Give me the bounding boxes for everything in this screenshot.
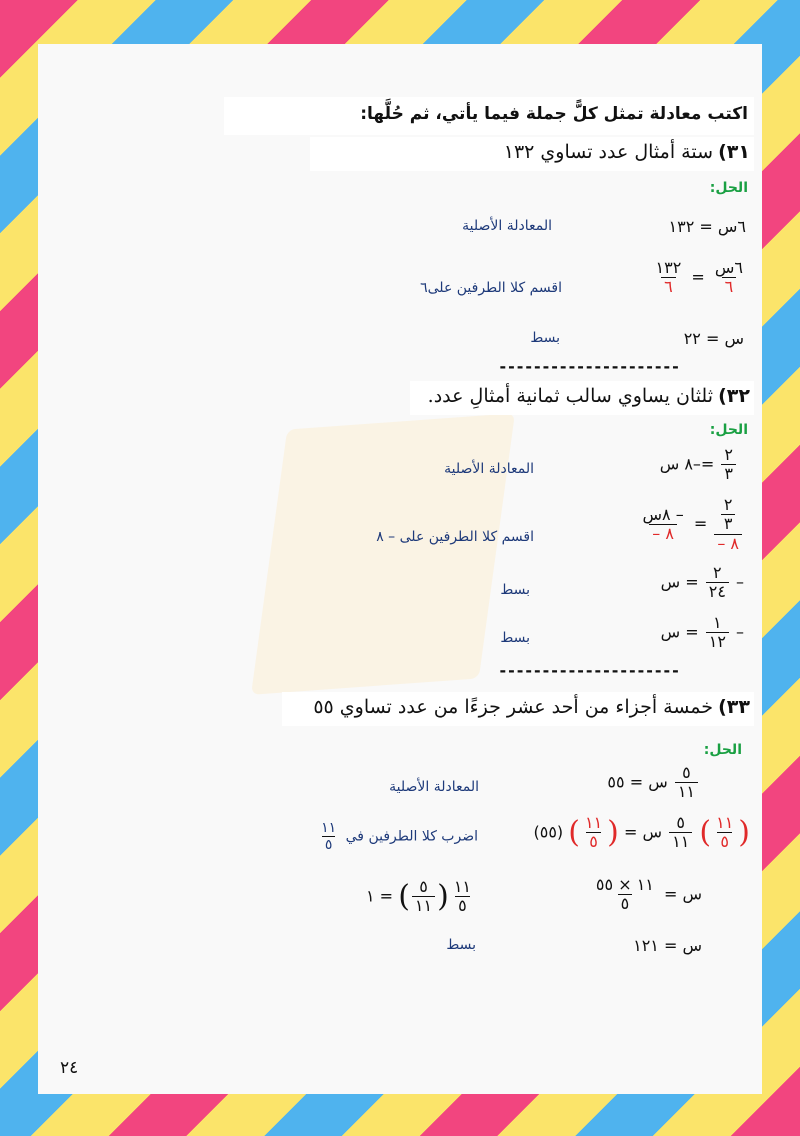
fraction-numerator: ١١ × ٥٥	[595, 875, 654, 894]
fraction-denominator: ٢٤	[706, 582, 729, 601]
paren-close: )	[699, 814, 712, 850]
q31-number: ٣١)	[718, 141, 750, 163]
q31-step1-equation: ٦س = ١٣٢	[668, 217, 746, 236]
q32-step2-right-fraction	[640, 506, 687, 544]
q33-step3-side-calc	[366, 878, 476, 916]
fraction-denominator: ٥	[322, 836, 336, 853]
q32-number: ٣٢)	[718, 385, 750, 407]
fraction-denominator: ٣	[721, 464, 736, 483]
worksheet-page	[38, 44, 762, 1094]
minus-sign: –	[736, 572, 744, 592]
fraction-numerator: ٢	[713, 563, 722, 582]
q33-step3-side-rest: = ١	[366, 886, 394, 906]
fraction-numerator: ٦س	[714, 258, 743, 277]
q32-step2-equation	[638, 496, 745, 553]
q33-step1-fraction	[675, 764, 698, 802]
fraction-denominator: ٦	[722, 277, 737, 296]
page-number: ٢٤	[60, 1058, 79, 1078]
fraction-numerator: ١١	[716, 813, 734, 832]
q33-step2-note-text: اضرب كلا الطرفين في	[345, 828, 478, 845]
q31-solution-label: الحل:	[709, 180, 748, 196]
fraction-denominator: ٥	[618, 894, 633, 913]
q32-step2-left-fraction	[714, 496, 742, 553]
q32-step3-note: بسط	[500, 582, 530, 598]
q32-step1-fraction	[721, 446, 736, 484]
fraction-numerator: ١	[713, 613, 722, 632]
fraction-numerator: ٥	[676, 813, 685, 832]
q32-step4-fraction	[706, 614, 729, 652]
q31-step1-note: المعادلة الأصلية	[462, 218, 552, 234]
q32-header	[428, 385, 750, 407]
q33-step2-mid-rest: س =	[623, 822, 662, 842]
q33-header	[313, 696, 750, 718]
fraction-denominator: ٥	[455, 896, 470, 915]
minus-sign: –	[736, 622, 744, 642]
fraction-denominator: ١١	[675, 782, 698, 801]
fraction-denominator: ٨ –	[649, 524, 677, 543]
q33-step2-red-fraction-left	[713, 814, 736, 852]
q32-step3-fraction	[706, 564, 729, 602]
paren-open: (	[607, 814, 619, 850]
fraction-numerator: ١٣٢	[655, 258, 682, 277]
q32-step2-note: اقسم كلا الطرفين على – ٨	[376, 529, 534, 545]
fraction-denominator: ٦	[661, 277, 676, 296]
paren-close: )	[398, 878, 410, 914]
q33-step2-right: (٥٥)	[533, 822, 564, 842]
separator-2: ---------------------	[498, 661, 680, 680]
fraction-numerator	[716, 496, 741, 534]
q33-step3-side-fraction-a	[451, 878, 474, 916]
nested-fraction	[721, 496, 736, 534]
fraction-denominator: ١٢	[706, 632, 729, 651]
fraction-denominator: ٨ –	[714, 534, 742, 553]
fraction-numerator: ١١	[321, 820, 337, 836]
q33-step2-note-fraction	[318, 820, 339, 853]
q31-step3-note: بسط	[530, 330, 560, 346]
q33-step3-side-fraction-b	[412, 878, 435, 916]
q32-step3-equation	[661, 564, 744, 602]
paren-close: )	[568, 814, 580, 850]
q33-text: خمسة أجزاء من أحد عشر جزءًا من عدد تساوي ٥٥	[313, 696, 714, 718]
watermark-logo	[251, 413, 515, 695]
q33-number: ٣٣)	[718, 696, 750, 718]
q31-text: ستة أمثال عدد تساوي ١٣٢	[503, 141, 714, 163]
nested-numerator: ٢	[723, 495, 733, 514]
q33-step2-mid-fraction	[669, 814, 692, 852]
q33-step2-red-fraction-right	[582, 814, 605, 852]
q31-step2-equation	[651, 259, 749, 297]
q32-step4-note: بسط	[500, 630, 530, 646]
q33-step1-note: المعادلة الأصلية	[389, 779, 479, 795]
q33-step2-equation	[533, 814, 750, 852]
fraction-numerator: ٥	[682, 763, 691, 782]
fraction-numerator: ٢	[724, 445, 733, 464]
paren-open: (	[437, 878, 449, 914]
fraction-denominator: ٥	[717, 832, 732, 851]
q33-step4-note: بسط	[446, 937, 476, 953]
q33-step4-equation: س = ١٢١	[633, 936, 702, 955]
q31-step2-left-fraction	[712, 259, 746, 297]
fraction-denominator: ٥	[586, 832, 601, 851]
separator-1: ---------------------	[498, 357, 680, 376]
q33-step2-note	[316, 820, 478, 853]
q31-header	[504, 141, 750, 163]
equals-sign: =	[691, 267, 705, 287]
paren-open: (	[738, 814, 750, 850]
q32-solution-label: الحل:	[709, 422, 748, 438]
q32-step1-note: المعادلة الأصلية	[444, 461, 534, 477]
fraction-denominator: ١١	[412, 896, 435, 915]
q33-step3-lhs: س =	[663, 884, 702, 904]
q32-step4-equation	[661, 614, 744, 652]
fraction-numerator: ٥	[419, 877, 428, 896]
fraction-numerator: ١١	[584, 813, 603, 832]
fraction-numerator: ١١	[453, 877, 471, 896]
q32-step1-equation	[660, 446, 738, 484]
q32-step3-rest: = س	[660, 572, 699, 592]
q33-step1-equation	[607, 764, 700, 802]
q33-step3-fraction	[593, 876, 657, 914]
nested-denominator: ٣	[721, 514, 736, 533]
q32-text: ثلثان يساوي سالب ثمانية أمثالِ عدد.	[427, 385, 714, 407]
q31-step3-equation: س = ٢٢	[683, 329, 744, 348]
q33-step1-rest: س = ٥٥	[607, 772, 668, 792]
q32-step4-rest: = س	[660, 622, 699, 642]
equals-sign: =	[693, 514, 708, 534]
fraction-denominator: ١١	[669, 832, 692, 851]
instruction-text: اكتب معادلة تمثل كلًّ جملة فيما يأتي، ثم حُلَّها:	[360, 104, 748, 124]
q31-step2-note: اقسم كلا الطرفين على٦	[420, 280, 562, 296]
q32-step1-rest: =–٨ س	[659, 454, 715, 474]
fraction-numerator: – ٨س	[642, 504, 684, 524]
q33-solution-label: الحل:	[703, 742, 742, 758]
q31-step2-right-fraction	[653, 259, 685, 297]
q33-step3-equation	[591, 876, 702, 914]
